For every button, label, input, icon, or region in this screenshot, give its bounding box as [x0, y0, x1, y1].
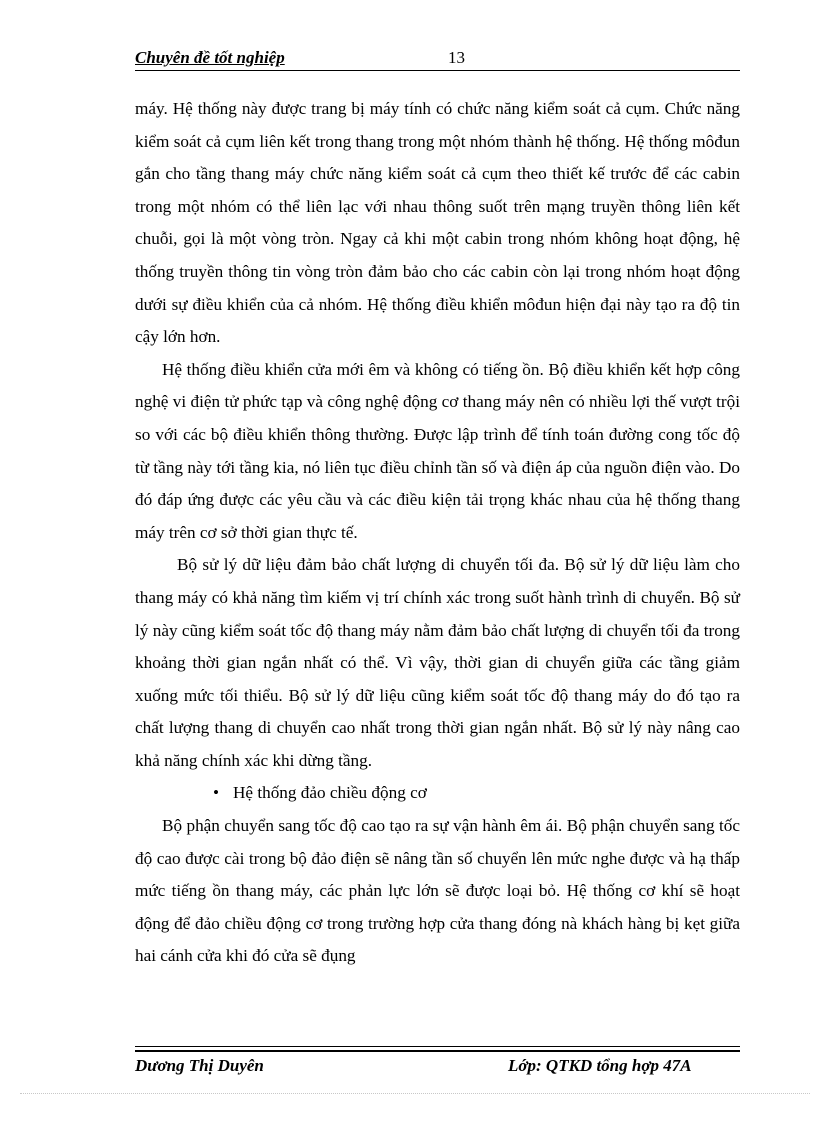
document-title: Chuyên đề tốt nghiệp — [135, 48, 285, 67]
page-edge-divider — [20, 1093, 810, 1094]
footer-author: Dương Thị Duyên — [135, 1056, 264, 1075]
bullet-item — [135, 777, 740, 810]
header-divider — [135, 70, 740, 71]
bullet-text: Hệ thống đảo chiều động cơ — [233, 783, 427, 803]
paragraph-1: máy. Hệ thống này được trang bị máy tính có chức năng kiểm soát cả cụm. Chức năng kiểm soát cả cụm liên kết trong thang trong một nhóm thành hệ thống. Hệ thống môđun gắn cho tầng thang máy chức năng kiểm soát cả cụm theo thiết kế trước để các cabin trong một nhóm có thể liên lạc với nhau thông suốt trên mạng truyền thông liên kết chuỗi, gọi là một vòng tròn. Ngay cả khi một cabin trong nhóm không hoạt động, hệ thống truyền thông tin vòng tròn đảm bảo cho các cabin còn lại trong nhóm hoạt động dưới sự điều khiển của cả nhóm. Hệ thống điều khiển môđun hiện đại này tạo ra độ tin cậy lớn hơn. — [135, 99, 740, 347]
document-body — [135, 93, 740, 973]
page-footer — [135, 1046, 740, 1086]
page-number: 13 — [448, 48, 465, 67]
bullet-dot-icon: • — [213, 783, 220, 803]
paragraph-3: Bộ sử lý dữ liệu đảm bảo chất lượng di chuyển tối đa. Bộ sử lý dữ liệu làm cho thang máy có khả năng tìm kiếm vị trí chính xác trong suốt hành trình di chuyển. Bộ sử lý này cũng kiểm soát tốc độ thang máy nằm đảm bảo chất lượng di chuyển tối đa trong khoảng thời gian ngắn nhất có thể. Vì vậy, thời gian di chuyển giữa các tầng giảm xuống mức tối thiểu. Bộ sử lý dữ liệu cũng kiểm soát tốc độ thang máy do đó tạo ra chất lượng thang di chuyển cao nhất trong thời gian ngắn nhất. Bộ sử lý này nâng cao khả năng chính xác khi dừng tầng. — [135, 555, 740, 770]
footer-divider-thick — [135, 1050, 740, 1052]
paragraph-4: Bộ phận chuyển sang tốc độ cao tạo ra sự vận hành êm ái. Bộ phận chuyển sang tốc độ cao được cài trong bộ đảo điện sẽ nâng tần số chuyển lên mức nghe được và hạ thấp mức tiếng ồn thang máy, các phản lực lớn sẽ được loại bỏ. Hệ thống cơ khí sẽ hoạt động để đảo chiều động cơ trong trường hợp cửa thang đóng nà khách hàng bị kẹt giữa hai cánh cửa khi đó cửa sẽ đụng — [135, 816, 740, 966]
paragraph-2: Hệ thống điều khiển cửa mới êm và không có tiếng ồn. Bộ điều khiển kết hợp công nghệ vi điện tử phức tạp và công nghệ động cơ thang máy nên có nhiều lợi thế vượt trội so với các bộ điều khiển thông thường. Được lập trình để tính toán đường cong tốc độ từ tầng này tới tầng kia, nó liên tục điều chỉnh tần số và điện áp của nguồn điện vào. Do đó đáp ứng được các yêu cầu và các điều kiện tải trọng khác nhau của hệ thống thang máy trên cơ sở thời gian thực tế. — [135, 359, 740, 542]
page-header — [135, 48, 740, 72]
footer-class: Lớp: QTKD tổng hợp 47A — [508, 1056, 692, 1075]
footer-divider-thin — [135, 1046, 740, 1047]
